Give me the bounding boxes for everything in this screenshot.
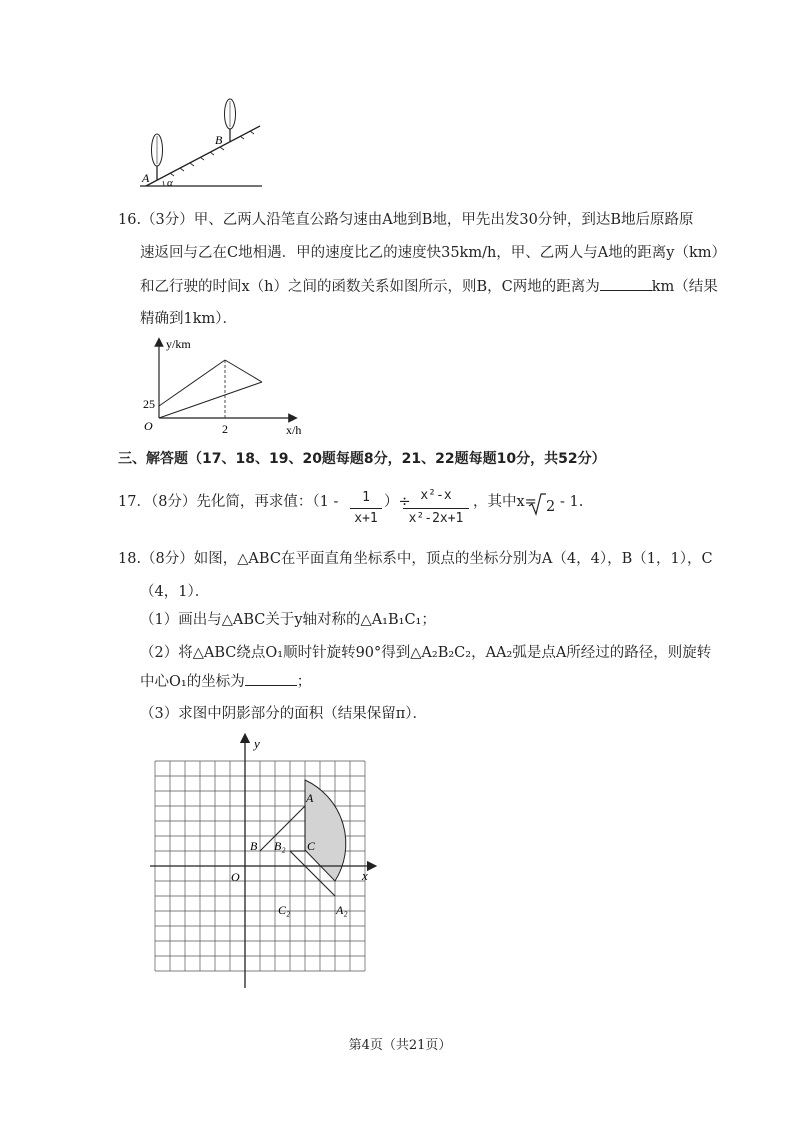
q18-answer-blank[interactable] — [245, 671, 297, 686]
grid-ylabel: y — [254, 736, 260, 751]
grid-xlabel: x — [362, 868, 368, 883]
q16-graph-ylabel: y/km — [166, 337, 191, 351]
q16-line4: 精确到1km）． — [140, 311, 238, 327]
q17-frac2-num: x²-x — [420, 488, 452, 503]
q16-graph-xlabel: x/h — [286, 423, 302, 437]
fig15-label-alpha: α — [167, 177, 173, 189]
page-footer: 第4页（共21页） — [348, 1038, 452, 1053]
q18-part2-line1: （2）将△ABC绕点O₁顺时针旋转90°得到△A₂B₂C₂，AA₂弧是点A所经过的路径，则旋转 — [140, 645, 712, 661]
q17-tail: - 1. — [560, 494, 584, 510]
q16-line3-text: 和乙行驶的时间x（h）之间的函数关系如图所示，则B，C两地的距离为 — [140, 279, 600, 295]
q17-fraction-2 — [403, 488, 469, 526]
q16-distance-time-graph — [138, 336, 308, 438]
grid-label-c: C — [307, 839, 316, 853]
q16-line2: 速返回与乙在C地相遇．甲的速度比乙的速度快35km/h，甲、乙两人与A地的距离y（km） — [140, 245, 727, 261]
q16-line3-tail: km（结果 — [651, 279, 718, 295]
tree-a-icon — [152, 134, 163, 180]
q18-part3: （3）求图中阴影部分的面积（结果保留π）． — [140, 706, 428, 722]
grid-label-c2: C₂ — [278, 903, 291, 917]
q17-radicand: 2 — [546, 499, 556, 515]
q17-frac1-den: x+1 — [350, 508, 382, 526]
q16-line1: 16.（3分）甲、乙两人沿笔直公路匀速由A地到B地，甲先出发30分钟，到达B地后原路原 — [118, 212, 694, 228]
q16-graph-origin: O — [144, 419, 153, 433]
q16-graph-tick-x: 2 — [222, 422, 228, 436]
slope-tree-figure — [130, 90, 270, 195]
q16-line3 — [140, 276, 718, 297]
q18-line2: （4，1）． — [140, 584, 210, 600]
q17-frac1-num: 1 — [362, 490, 370, 505]
tree-b-icon — [225, 99, 236, 142]
q18-coordinate-grid — [140, 730, 380, 992]
q16-graph-tick-y: 25 — [143, 397, 155, 411]
grid-label-b2: B₂ — [274, 839, 286, 853]
q17-fraction-1 — [350, 490, 382, 526]
fig15-label-b: B — [215, 133, 223, 147]
q16-answer-blank[interactable] — [600, 276, 652, 291]
section3-heading: 三、解答题（17、18、19、20题每题8分，21、22题每题10分，共52分） — [118, 451, 606, 467]
grid-label-a: A — [306, 791, 314, 805]
q17-div-sign: ）÷ — [384, 494, 411, 510]
q18-line1: 18.（8分）如图，△ABC在平面直角坐标系中，顶点的坐标分别为A（4，4），B（1，1），C — [118, 551, 713, 567]
q18-part2-text: 中心O₁的坐标为 — [140, 674, 245, 690]
fig15-label-a: A — [142, 171, 150, 185]
sqrt-sign-icon — [528, 492, 546, 516]
q17-frac2-den: x²-2x+1 — [403, 508, 469, 526]
q18-part2-line2 — [140, 671, 311, 692]
grid-origin: O — [231, 870, 240, 884]
q18-part2-tail: ； — [296, 674, 312, 690]
q17-prefix: 17．（8分）先化简，再求值：（1 - — [118, 494, 339, 510]
q18-part1: （1）画出与△ABC关于y轴对称的△A₁B₁C₁； — [140, 612, 436, 628]
grid-label-b: B — [250, 839, 258, 853]
q17-suffix: ，其中x= — [473, 494, 537, 510]
grid-label-a2: A₂ — [336, 903, 348, 917]
